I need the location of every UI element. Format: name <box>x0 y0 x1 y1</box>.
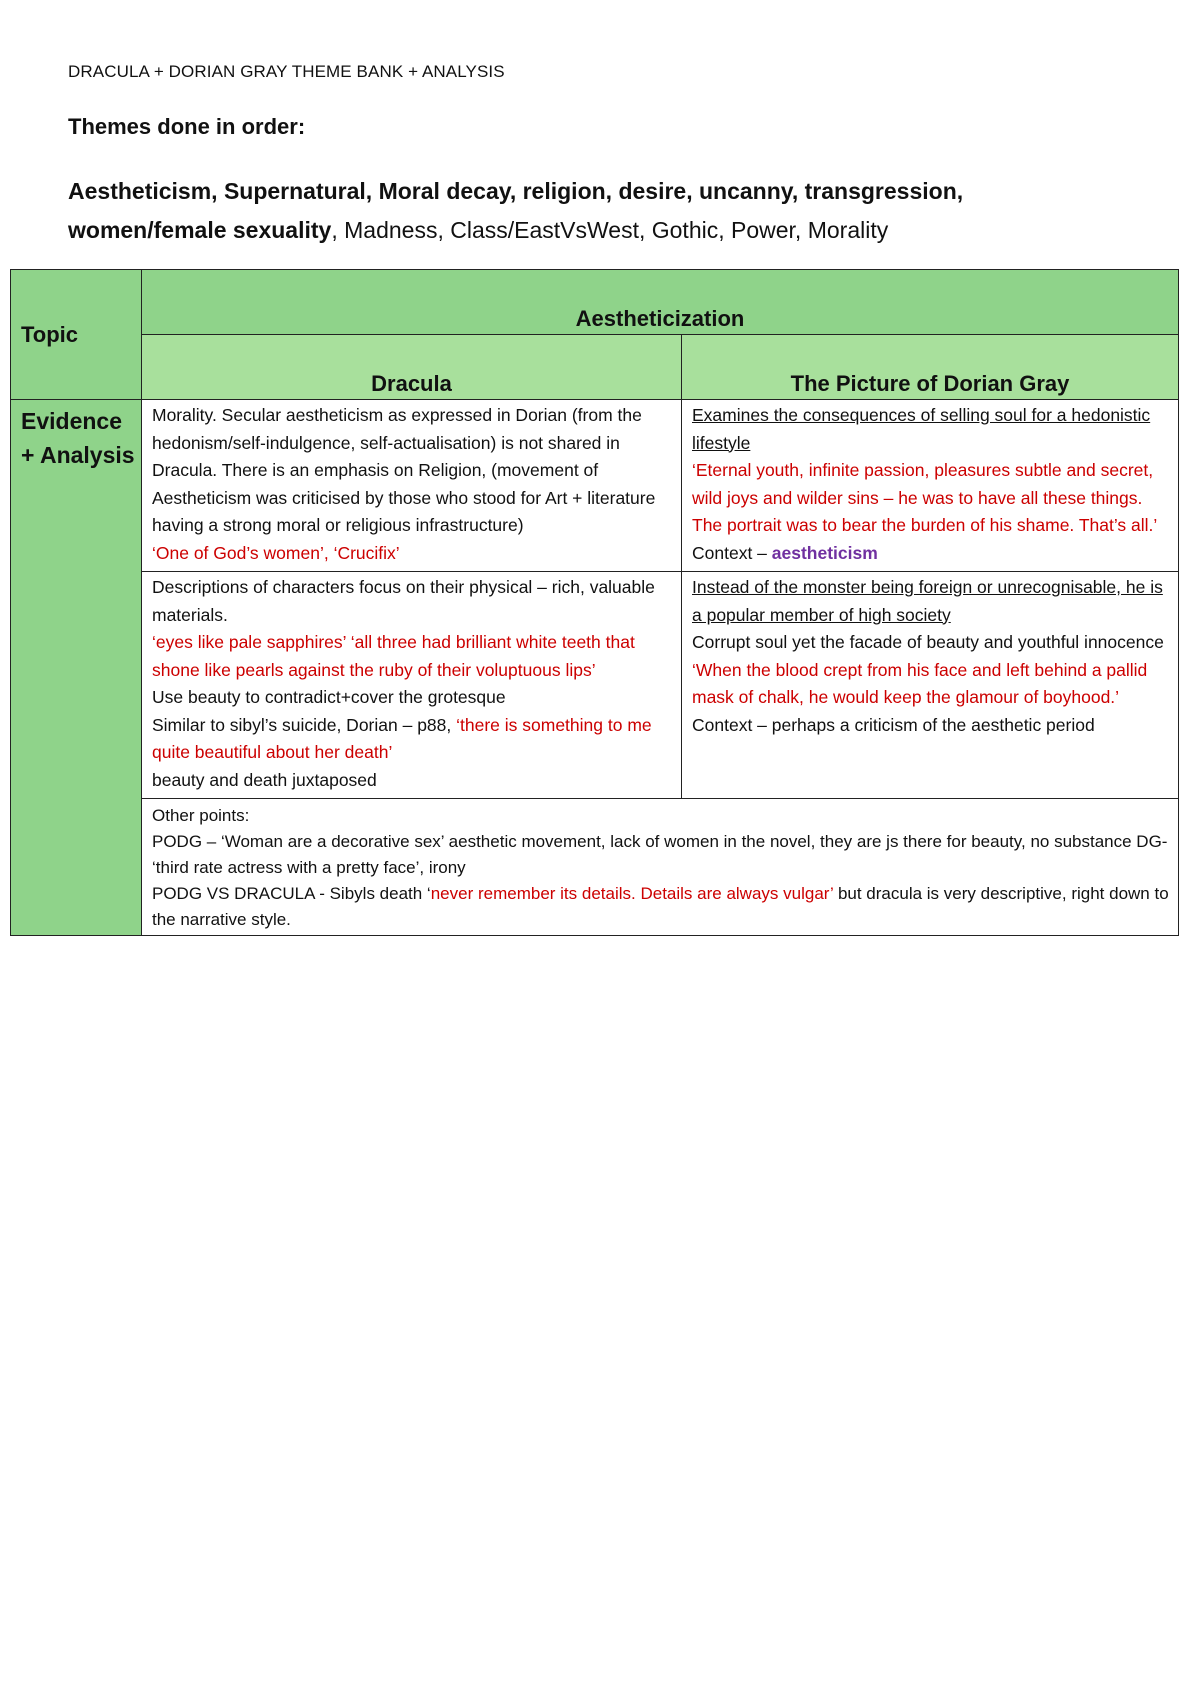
row2-dracula-quote: ‘eyes like pale sapphires’ ‘all three had brilliant white teeth that shone like pearls against the ruby of their voluptuous lips’ <box>152 632 635 680</box>
row2-dracula-line4-text: Similar to sibyl’s suicide, Dorian – p88, <box>152 714 457 735</box>
theme-title: Aestheticization <box>575 306 745 331</box>
row2-dracula-line5: beauty and death juxtaposed <box>152 769 377 790</box>
dorian-column-header <box>682 335 1179 400</box>
topic-header-cell <box>11 270 142 400</box>
row1-dracula-text: Morality. Secular aestheticism as expressed in Dorian (from the hedonism/self-indulgence, self-actualisation) is not shared in Dracula. There is an emphasis on Religion, (movement of Aestheticism was criticised by those who stood for Art + literature having a strong moral or religious infrastructure) <box>152 405 656 535</box>
themes-list-rest: , Madness, Class/EastVsWest, Gothic, Power, Morality <box>331 217 889 243</box>
row2-dorian-cell <box>682 572 1179 799</box>
row1-dracula-cell <box>142 400 682 572</box>
dracula-column-header <box>142 335 682 400</box>
themes-list-bold: Aestheticism, Supernatural, Moral decay, religion, desire, uncanny, transgression, women/female sexuality <box>68 178 964 243</box>
other-points-line1: PODG – ‘Woman are a decorative sex’ aesthetic movement, lack of women in the novel, they are js there for beauty, no substance DG- ‘third rate actress with a pretty face’, irony <box>152 832 1168 877</box>
other-points-line2 <box>152 881 1170 933</box>
row1-dorian-cell <box>682 400 1179 572</box>
theme-title-cell <box>142 270 1179 335</box>
row1-dorian-context-label: Context – <box>692 542 772 563</box>
other-points-heading: Other points: <box>152 806 250 825</box>
other-points-line2-quote: never remember its details. Details are always vulgar’ <box>430 884 834 903</box>
row2-dorian-quote: ‘When the blood crept from his face and left behind a pallid mask of chalk, he would keep the glamour of boyhood.’ <box>692 659 1148 707</box>
evidence-analysis-label: Evidence + Analysis <box>21 408 135 468</box>
other-points-cell <box>142 799 1179 936</box>
row2-dracula-line4 <box>152 712 673 767</box>
row1-dorian-underlined: Examines the consequences of selling soul for a hedonistic lifestyle <box>692 405 1151 453</box>
row2-dracula-line3: Use beauty to contradict+cover the grotesque <box>152 687 506 707</box>
row2-dorian-line2: Corrupt soul yet the facade of beauty and youthful innocence <box>692 632 1164 652</box>
dracula-column-label: Dracula <box>371 371 452 396</box>
other-points-line2-prefix: PODG VS DRACULA - Sibyls death ‘ <box>152 884 431 903</box>
document-title: DRACULA + DORIAN GRAY THEME BANK + ANALYSIS <box>68 62 505 81</box>
row1-dorian-quote: ‘Eternal youth, infinite passion, pleasures subtle and secret, wild joys and wilder sins – he was to have all these things. The portrait was to bear the burden of his shame. That’s all.’ <box>692 460 1158 535</box>
row2-dracula-intro: Descriptions of characters focus on their physical – rich, valuable materials. <box>152 577 655 625</box>
row2-dorian-underlined: Instead of the monster being foreign or unrecognisable, he is a popular member of high society <box>692 577 1163 625</box>
row2-dracula-cell <box>142 572 682 799</box>
dorian-column-label: The Picture of Dorian Gray <box>790 371 1070 396</box>
topic-label: Topic <box>21 321 79 347</box>
row2-dracula-quote2: ‘there is something to me quite beautiful about her death’ <box>152 714 652 762</box>
theme-table <box>10 269 1179 936</box>
row1-dorian-context-value: aestheticism <box>771 542 878 563</box>
row2-dorian-context: Context – perhaps a criticism of the aesthetic period <box>692 714 1095 735</box>
themes-list <box>68 172 1128 250</box>
other-points-line2-suffix: but dracula is very descriptive, right down to the narrative style. <box>152 884 1169 929</box>
row1-dracula-quote: ‘One of God’s women’, ‘Crucifix’ <box>152 542 400 563</box>
row1-dorian-context <box>692 540 1170 568</box>
themes-heading: Themes done in order: <box>68 114 306 139</box>
evidence-analysis-cell <box>11 400 142 936</box>
